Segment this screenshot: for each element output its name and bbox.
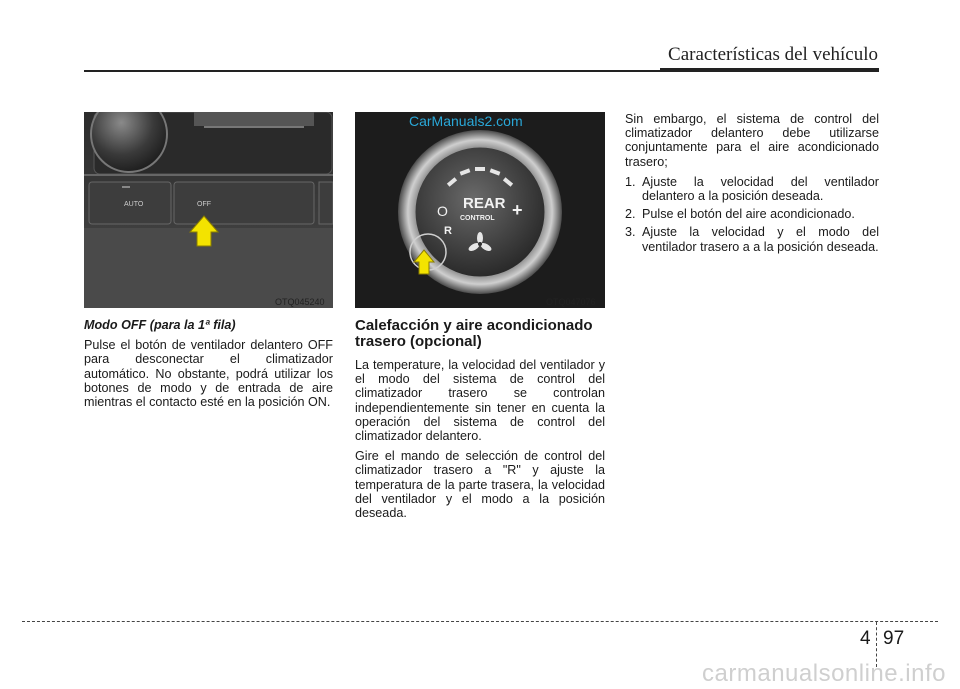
chapter-number: 4 — [860, 628, 871, 649]
control-label: CONTROL — [460, 215, 495, 222]
figure-front-panel — [84, 112, 333, 308]
paragraph: Sin embargo, el sistema de control del climatizador delantero debe utilizarse conjuntamente para el aire acondicionado trasero; — [625, 112, 879, 169]
figure-code: OTQ047076 — [546, 297, 596, 307]
section-heading: Calefacción y aire acondicionado trasero (opcional) — [355, 317, 593, 350]
step-text: Pulse el botón del aire acondicionado. — [642, 207, 855, 222]
step-text: Ajuste la velocidad y el modo del ventilador trasero a a la posición deseada. — [642, 225, 879, 254]
paragraph: La temperature, la velocidad del ventilador y el modo del sistema de control del climatizador trasero se controlan independientemente sin tener en cuenta la operación del sistema de control del climatizador delantero. — [355, 358, 605, 444]
list-item — [625, 175, 879, 203]
step-number: 1. — [625, 174, 636, 189]
off-label: OFF — [197, 201, 211, 208]
figure-watermark: CarManuals2.com — [409, 113, 523, 129]
auto-label: AUTO — [124, 201, 144, 208]
rear-label: REAR — [463, 195, 506, 212]
steps-list — [625, 175, 879, 254]
footer-watermark: carmanualsonline.info — [702, 660, 946, 687]
plus-mark: + — [512, 200, 523, 220]
column-2 — [355, 318, 605, 526]
footer-rule — [22, 621, 938, 622]
step-number: 2. — [625, 207, 636, 222]
off-mark: O — [437, 203, 448, 219]
page-number: 97 — [883, 628, 905, 649]
section-title: Características del vehículo — [668, 44, 878, 65]
front-panel-illustration — [84, 112, 333, 308]
subheading: Modo OFF (para la 1ª fila) — [84, 318, 236, 332]
header-rule-accent — [660, 68, 879, 72]
paragraph: Pulse el botón de ventilador delantero OFF para desconectar el climatizador automático. No obstante, podrá utilizar los botones de modo y de entrada de aire mientras el contacto esté en la posición ON. — [84, 338, 333, 410]
step-text: Ajuste la velocidad del ventilador delantero a la posición deseada. — [642, 174, 879, 204]
list-item — [625, 225, 879, 253]
rear-control-illustration — [355, 112, 605, 308]
r-mark: R — [444, 225, 452, 237]
paragraph: Gire el mando de selección de control del climatizador trasero a "R" y ajuste la temperatura de la parte trasera, la velocidad del ventilador y el modo a la posición deseada. — [355, 449, 605, 521]
figure-code: OTQ045240 — [275, 297, 325, 307]
list-item — [625, 207, 879, 221]
step-number: 3. — [625, 225, 636, 240]
column-1 — [84, 318, 333, 415]
column-3 — [625, 112, 879, 258]
figure-rear-control — [355, 112, 605, 308]
